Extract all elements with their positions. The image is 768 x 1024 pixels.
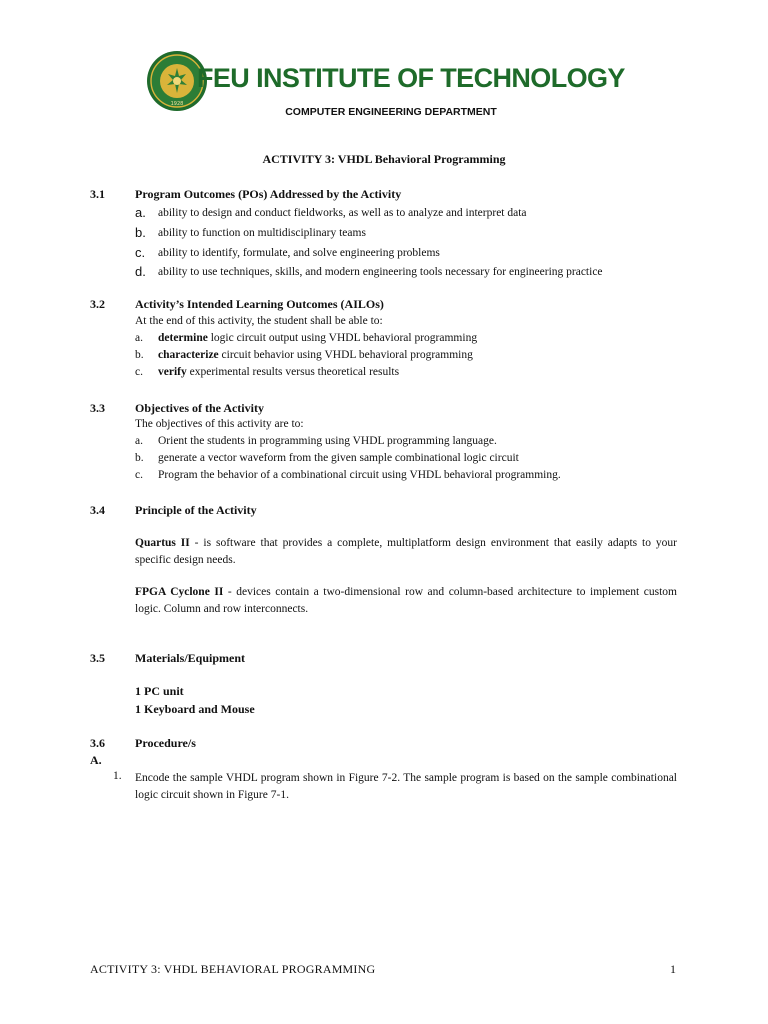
step-number: 1. (113, 770, 122, 782)
list-marker: c. (135, 245, 146, 260)
procedure-part-label: A. (90, 753, 102, 767)
term-fpga: FPGA Cyclone II (135, 586, 224, 598)
list-item: Program the behavior of a combinational circuit using VHDL behavioral programming. (158, 469, 561, 481)
list-item-text: logic circuit output using VHDL behavioral programming (207, 332, 478, 344)
section-number: 3.5 (90, 651, 105, 665)
list-item: ability to use techniques, skills, and modern engineering tools necessary for engineering practice (158, 266, 603, 278)
list-marker: b. (135, 452, 144, 464)
section-heading: Objectives of the Activity (135, 401, 264, 415)
section-heading: Principle of the Activity (135, 503, 257, 517)
list-item-keyword: determine (158, 332, 208, 344)
list-item: ability to function on multidisciplinary teams (158, 227, 366, 239)
section-number: 3.2 (90, 297, 105, 311)
list-item-text: experimental results versus theoretical results (186, 366, 400, 378)
activity-title: ACTIVITY 3: VHDL Behavioral Programming (262, 152, 506, 166)
list-item-keyword: verify (158, 366, 187, 378)
section-number: 3.4 (90, 503, 105, 517)
department-name: COMPUTER ENGINEERING DEPARTMENT (285, 106, 497, 118)
section-number: 3.1 (90, 187, 105, 201)
definition-quartus: - is software that provides a complete, multiplatform design environment that easily adapts to your specific design needs. (135, 537, 677, 566)
section-number: 3.6 (90, 736, 105, 750)
section-heading: Procedure/s (135, 736, 196, 750)
material-item: 1 Keyboard and Mouse (135, 702, 255, 716)
list-marker: c. (135, 469, 143, 481)
list-marker: a. (135, 205, 146, 220)
footer-title: ACTIVITY 3: VHDL BEHAVIORAL PROGRAMMING (90, 962, 376, 976)
definition-fpga: - devices contain a two-dimensional row and column-based architecture to implement custom logic. Column and row interconnects. (135, 586, 677, 615)
list-item-text: circuit behavior using VHDL behavioral programming (218, 349, 473, 361)
material-item: 1 PC unit (135, 684, 184, 698)
list-item (158, 332, 477, 344)
section-intro: At the end of this activity, the student shall be able to: (135, 315, 383, 327)
section-intro: The objectives of this activity are to: (135, 418, 304, 430)
list-item: Orient the students in programming using VHDL programming language. (158, 435, 497, 447)
svg-text:1928: 1928 (170, 101, 184, 107)
list-marker: b. (135, 349, 144, 361)
page-number: 1 (670, 962, 676, 976)
step-text: Encode the sample VHDL program shown in Figure 7-2. The sample program is based on the sample combinational logic circuit shown in Figure 7-1. (135, 772, 677, 801)
list-marker: b. (135, 225, 146, 240)
section-heading: Materials/Equipment (135, 651, 245, 665)
institution-name: FEU INSTITUTE OF TECHNOLOGY (197, 63, 625, 93)
list-item (158, 366, 399, 378)
list-item-keyword: characterize (158, 349, 219, 361)
list-item: ability to identify, formulate, and solve engineering problems (158, 247, 440, 259)
paragraph-fpga (135, 584, 677, 618)
list-item (158, 349, 473, 361)
list-marker: a. (135, 435, 143, 447)
list-marker: a. (135, 332, 143, 344)
section-heading: Activity’s Intended Learning Outcomes (AILOs) (135, 297, 384, 311)
section-heading: Program Outcomes (POs) Addressed by the Activity (135, 187, 402, 201)
list-marker: d. (135, 264, 146, 279)
list-item: generate a vector waveform from the given sample combinational logic circuit (158, 452, 519, 464)
list-item: ability to design and conduct fieldworks, as well as to analyze and interpret data (158, 207, 527, 219)
list-marker: c. (135, 366, 143, 378)
paragraph-quartus (135, 535, 677, 569)
term-quartus: Quartus II (135, 537, 190, 549)
section-number: 3.3 (90, 401, 105, 415)
